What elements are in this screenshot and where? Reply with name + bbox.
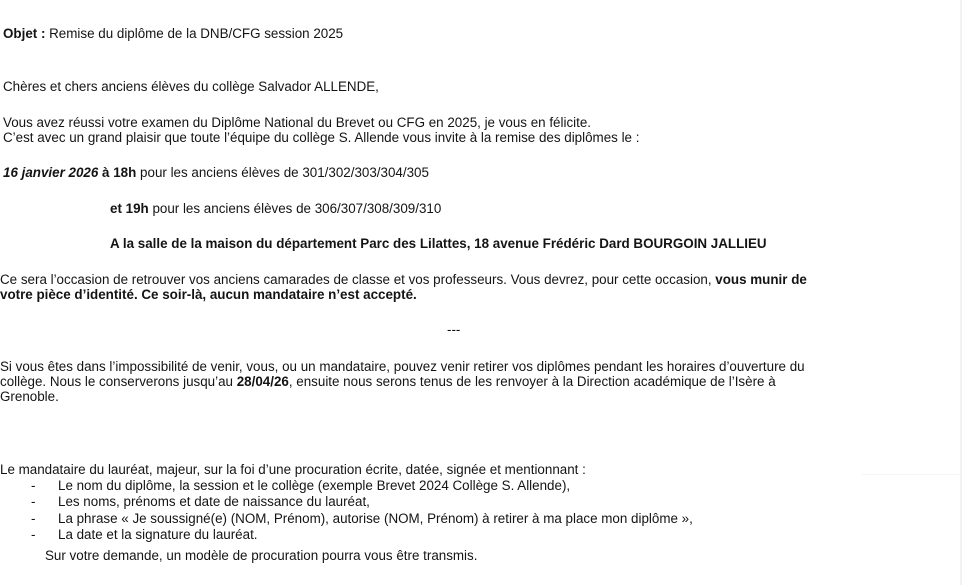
list-item	[0, 478, 962, 493]
subject-label: Objet :	[3, 26, 46, 41]
second-time: et 19h	[110, 201, 149, 216]
list-item	[0, 511, 962, 526]
list-item-text: Les noms, prénoms et date de naissance du lauréat,	[58, 494, 370, 509]
occasion-line-1	[0, 272, 807, 287]
impossibility-text-end: , ensuite nous serons tenus de les renvoyer à la Direction académique de l’Isère à	[288, 374, 776, 389]
occasion-line-2: votre pièce d’identité. Ce soir-là, aucun mandataire n’est accepté.	[0, 287, 417, 302]
ceremony-date: 16 janvier 2026	[3, 165, 99, 180]
list-item	[0, 527, 962, 542]
retention-date: 28/04/26	[236, 374, 289, 389]
bullet-dash: -	[31, 527, 36, 542]
impossibility-line-3: Grenoble.	[0, 389, 59, 404]
occasion-text: Ce sera l’occasion de retrouver vos anciens camarades de classe et vos professeurs. Vous devrez, pour cette occasion,	[0, 272, 712, 287]
mandataire-intro: Le mandataire du lauréat, majeur, sur la foi d’une procuration écrite, datée, signée et mentionnant :	[0, 462, 586, 477]
second-session-classes: pour les anciens élèves de 306/307/308/309/310	[152, 201, 442, 216]
invitation-line: C’est avec un grand plaisir que toute l’équipe du collège S. Allende vous invite à la remise des diplômes le :	[3, 130, 640, 145]
subject-line	[3, 26, 343, 41]
section-separator: ---	[447, 322, 461, 337]
closing-line: Sur votre demande, un modèle de procuration pourra vous être transmis.	[45, 548, 478, 563]
list-item-text: La date et la signature du lauréat.	[58, 527, 258, 542]
impossibility-line-2	[0, 374, 776, 389]
impossibility-line-1: Si vous êtes dans l’impossibilité de venir, vous, ou un mandataire, pouvez venir retirer vos diplômes pendant les horaires d’ouverture du	[0, 359, 805, 374]
subject-text: Remise du diplôme de la DNB/CFG session 2025	[49, 26, 344, 41]
first-session-line	[3, 165, 429, 180]
bullet-dash: -	[31, 478, 36, 493]
first-session-classes: pour les anciens élèves de 301/302/303/304/305	[140, 165, 429, 180]
impossibility-text: collège. Nous le conserverons jusqu’au	[0, 374, 233, 389]
list-item-text: La phrase « Je soussigné(e) (NOM, Prénom), autorise (NOM, Prénom) à retirer à ma place mon diplôme »,	[58, 511, 693, 526]
greeting: Chères et chers anciens élèves du collège Salvador ALLENDE,	[3, 79, 379, 94]
list-item	[0, 494, 962, 509]
list-item-text: Le nom du diplôme, la session et le collège (exemple Brevet 2024 Collège S. Allende),	[58, 478, 571, 493]
first-time: 18h	[113, 165, 137, 180]
occasion-bold-end: vous munir de	[715, 272, 807, 287]
bullet-dash: -	[31, 511, 36, 526]
venue-line: A la salle de la maison du département Parc des Lilattes, 18 avenue Frédéric Dard BOURGOIN JALLIEU	[110, 236, 767, 251]
first-time-joiner: à	[102, 165, 110, 180]
congratulations-line: Vous avez réussi votre examen du Diplôme National du Brevet ou CFG en 2025, je vous en félicite.	[3, 115, 592, 130]
second-session-line	[110, 201, 441, 216]
bullet-dash: -	[31, 494, 36, 509]
scan-mark	[862, 474, 962, 475]
